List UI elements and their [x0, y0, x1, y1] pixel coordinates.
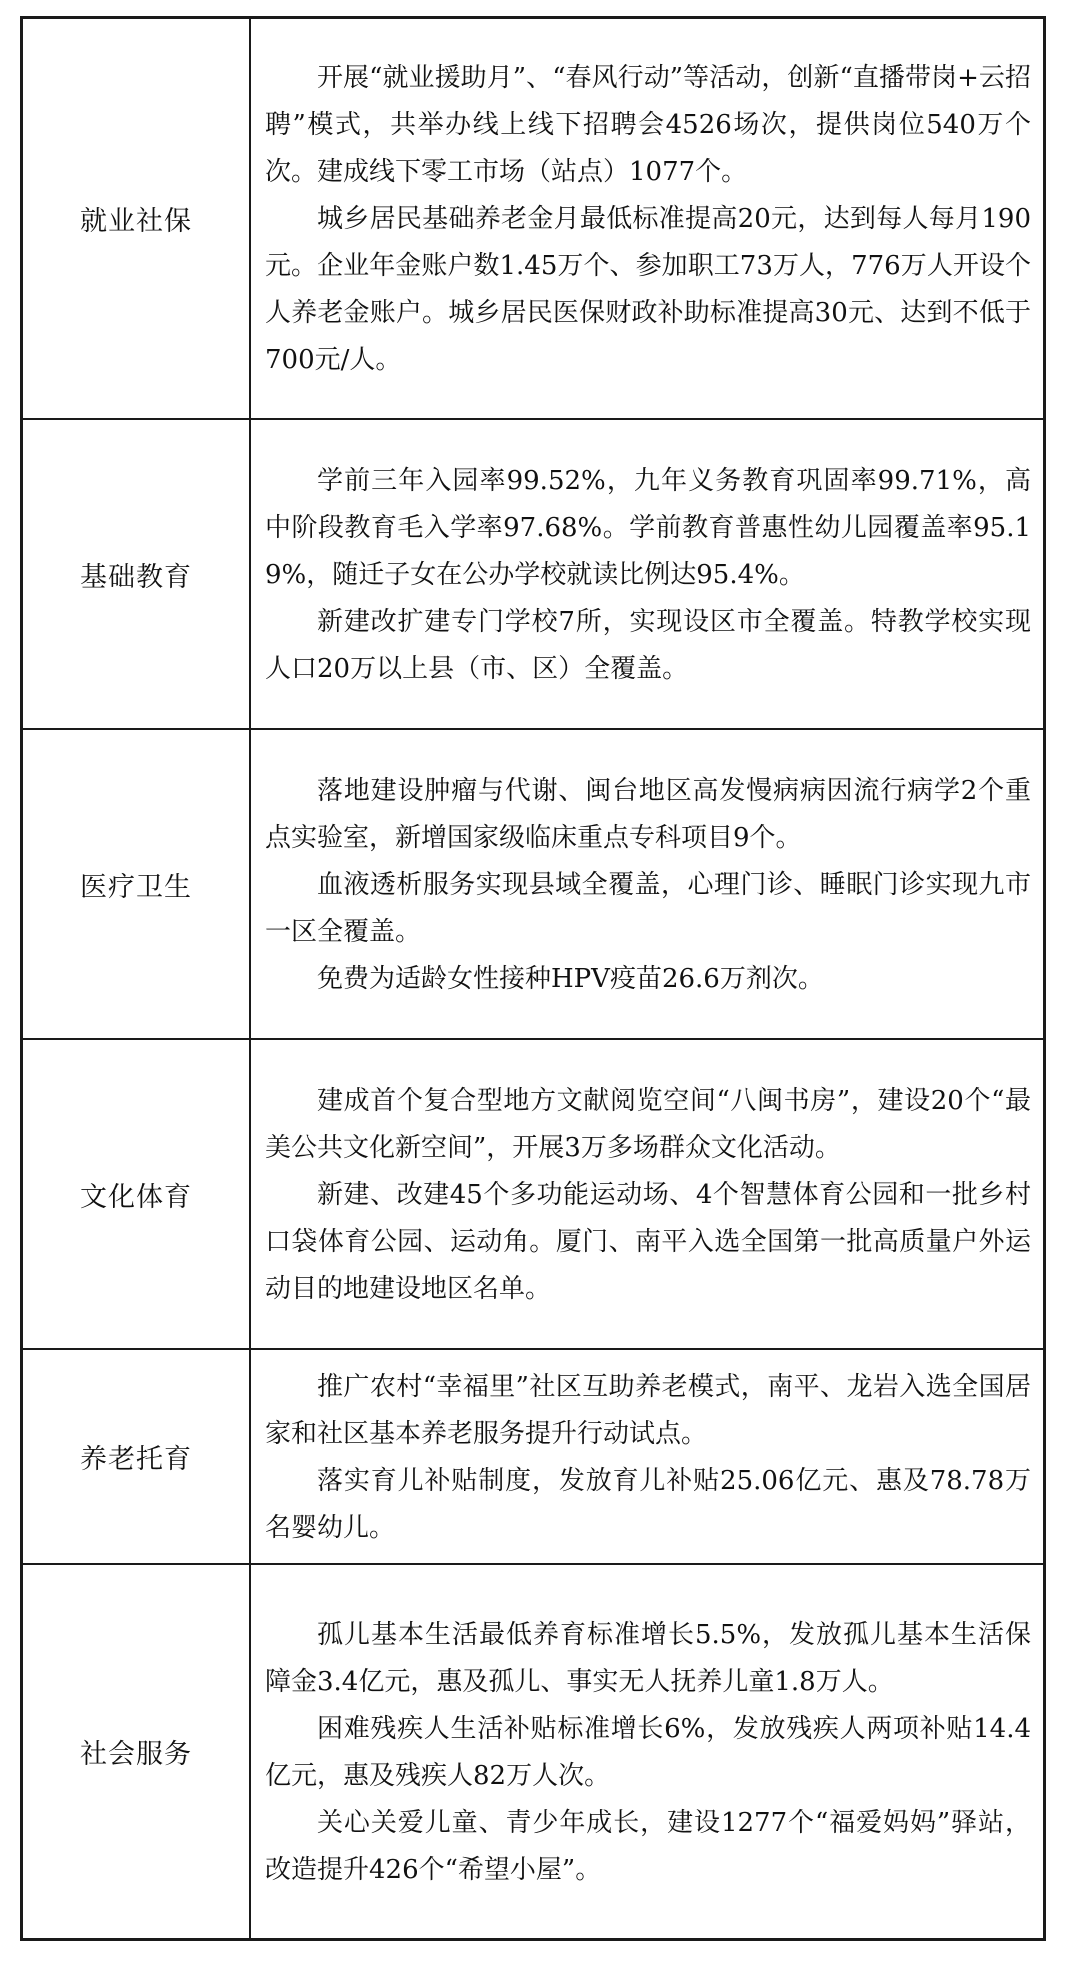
content-paragraph: 免费为适龄女性接种HPV疫苗26.6万剂次。: [317, 963, 824, 994]
content-paragraph: 学前三年入园率99.52%，九年义务教育巩固率99.71%，高中阶段教育毛入学率97.68%。学前教育普惠性幼儿园覆盖率95.19%，随迁子女在公办学校就读比例达95.4%。: [265, 465, 1031, 590]
category-cell: 文化体育: [23, 1040, 251, 1348]
category-cell: 就业社保: [23, 19, 251, 418]
content-paragraph: 落地建设肿瘤与代谢、闽台地区高发慢病病因流行病学2个重点实验室，新增国家级临床重点专科项目9个。: [265, 775, 1031, 853]
content-paragraph: 新建、改建45个多功能运动场、4个智慧体育公园和一批乡村口袋体育公园、运动角。厦门、南平入选全国第一批高质量户外运动目的地建设地区名单。: [265, 1179, 1031, 1304]
content-cell: [251, 1350, 1043, 1563]
content-paragraph: 城乡居民基础养老金月最低标准提高20元，达到每人每月190元。企业年金账户数1.45万个、参加职工73万人，776万人开设个人养老金账户。城乡居民医保财政补助标准提高30元、达到不低于700元/人。: [265, 204, 1031, 375]
content-paragraph: 血液透析服务实现县域全覆盖，心理门诊、睡眠门诊实现九市一区全覆盖。: [265, 869, 1031, 947]
content-cell: [251, 1040, 1043, 1348]
table-row: [23, 1040, 1043, 1350]
category-cell: 社会服务: [23, 1565, 251, 1938]
content-paragraph: 开展“就业援助月”、“春风行动”等活动，创新“直播带岗+云招聘”模式，共举办线上线下招聘会4526场次，提供岗位540万个次。建成线下零工市场（站点）1077个。: [265, 63, 1031, 187]
livelihood-table: [20, 16, 1046, 1941]
content-paragraph: 落实育儿补贴制度，发放育儿补贴25.06亿元、惠及78.78万名婴幼儿。: [265, 1465, 1031, 1543]
content-cell: [251, 420, 1043, 728]
table-row: [23, 730, 1043, 1040]
content-paragraph: 建成首个复合型地方文献阅览空间“八闽书房”，建设20个“最美公共文化新空间”，开展3万多场群众文化活动。: [265, 1085, 1031, 1163]
content-cell: [251, 730, 1043, 1038]
category-cell: 基础教育: [23, 420, 251, 728]
content-cell: [251, 19, 1043, 418]
content-paragraph: 新建改扩建专门学校7所，实现设区市全覆盖。特教学校实现人口20万以上县（市、区）全覆盖。: [265, 606, 1031, 684]
content-cell: [251, 1565, 1043, 1938]
table-row: [23, 1350, 1043, 1565]
table-row: [23, 420, 1043, 730]
table-row: [23, 1565, 1043, 1938]
content-paragraph: 孤儿基本生活最低养育标准增长5.5%，发放孤儿基本生活保障金3.4亿元，惠及孤儿、事实无人抚养儿童1.8万人。: [265, 1619, 1031, 1697]
content-paragraph: 困难残疾人生活补贴标准增长6%，发放残疾人两项补贴14.4亿元，惠及残疾人82万人次。: [265, 1713, 1031, 1791]
content-paragraph: 关心关爱儿童、青少年成长，建设1277个“福爱妈妈”驿站，改造提升426个“希望小屋”。: [265, 1807, 1031, 1885]
category-cell: 养老托育: [23, 1350, 251, 1563]
category-cell: 医疗卫生: [23, 730, 251, 1038]
content-paragraph: 推广农村“幸福里”社区互助养老模式，南平、龙岩入选全国居家和社区基本养老服务提升行动试点。: [265, 1371, 1031, 1449]
table-row: [23, 19, 1043, 420]
